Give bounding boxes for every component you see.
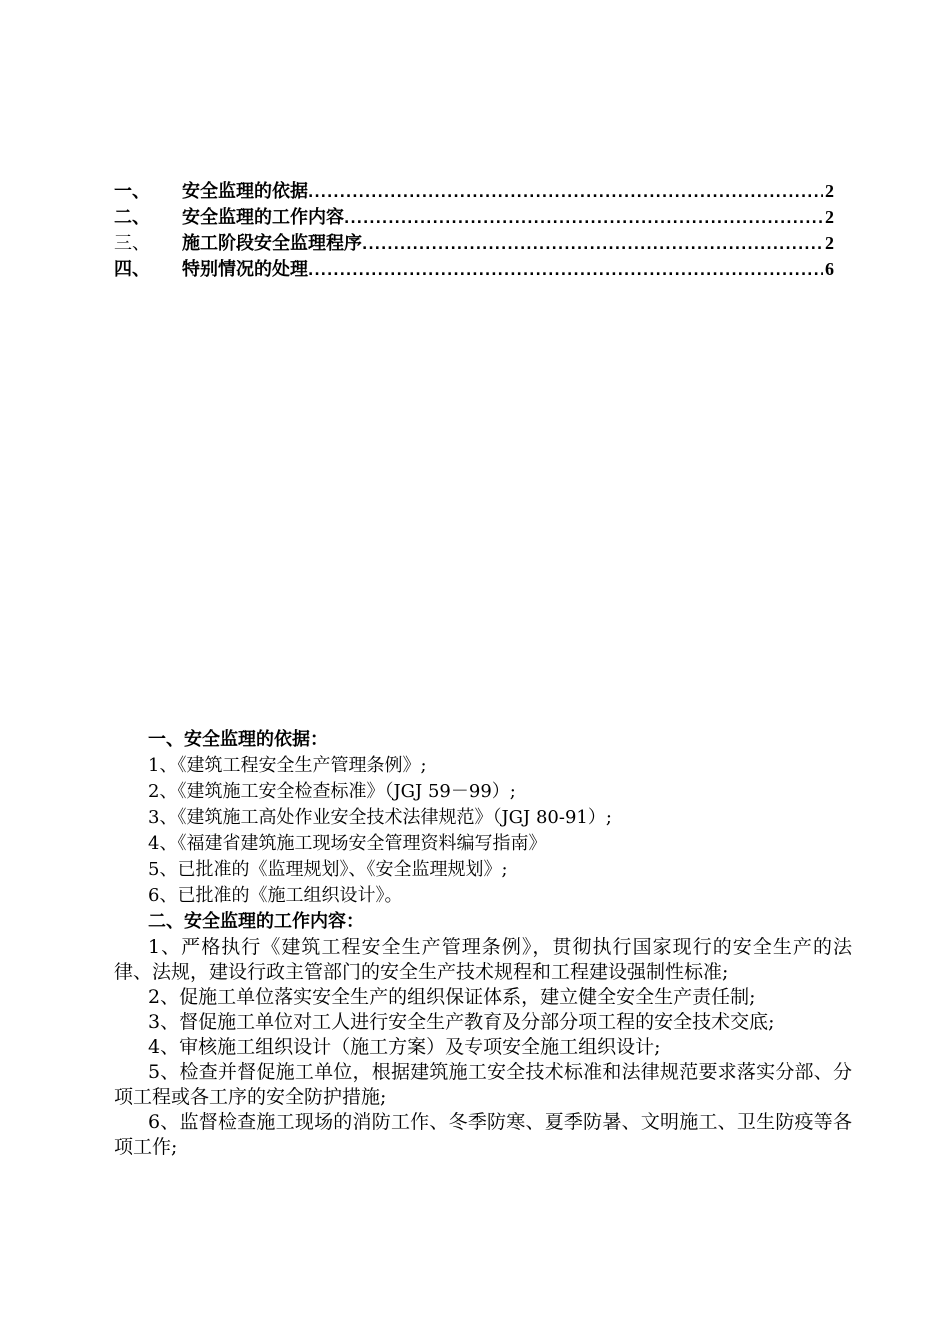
table-of-contents xyxy=(114,178,834,282)
toc-entry[interactable] xyxy=(114,178,834,204)
toc-leader-dots xyxy=(308,258,823,284)
list-item: 1、《建筑工程安全生产管理条例》; xyxy=(148,755,427,776)
toc-page-number: 2 xyxy=(825,181,834,201)
section-heading: 一、安全监理的依据： xyxy=(148,729,328,750)
toc-number: 二、 xyxy=(114,207,150,228)
toc-entry[interactable] xyxy=(114,256,834,282)
paragraph: 4、审核施工组织设计（施工方案）及专项安全施工组织设计; xyxy=(148,1036,661,1058)
section-heading: 二、安全监理的工作内容： xyxy=(148,911,364,932)
toc-number: 一、 xyxy=(114,181,150,202)
list-item: 5、已批准的《监理规划》、《安全监理规划》; xyxy=(148,859,508,880)
toc-title: 施工阶段安全监理程序 xyxy=(182,233,362,254)
toc-leader-dots xyxy=(362,232,823,258)
document-body xyxy=(114,727,852,1160)
toc-page-number: 6 xyxy=(825,259,834,279)
toc-title: 安全监理的依据 xyxy=(182,181,308,202)
toc-entry[interactable] xyxy=(114,230,834,256)
list-item: 2、《建筑施工安全检查标准》（JGJ 59－99）; xyxy=(148,781,516,802)
paragraph: 5、检查并督促施工单位，根据建筑施工安全技术标准和法律规范要求落实分部、分项工程或各工序的安全防护措施; xyxy=(114,1061,852,1108)
list-item: 3、《建筑施工高处作业安全技术法律规范》（JGJ 80-91）; xyxy=(148,807,612,828)
paragraph: 2、促施工单位落实安全生产的组织保证体系，建立健全安全生产责任制; xyxy=(148,986,756,1008)
toc-number: 三、 xyxy=(114,233,150,254)
toc-number: 四、 xyxy=(114,259,150,280)
paragraph: 1、严格执行《建筑工程安全生产管理条例》，贯彻执行国家现行的安全生产的法律、法规，建设行政主管部门的安全生产技术规程和工程建设强制性标准; xyxy=(114,936,852,983)
toc-page-number: 2 xyxy=(825,207,834,227)
toc-entry[interactable] xyxy=(114,204,834,230)
toc-leader-dots xyxy=(344,206,823,232)
paragraph: 6、监督检查施工现场的消防工作、冬季防寒、夏季防暑、文明施工、卫生防疫等各项工作; xyxy=(114,1111,852,1158)
list-item: 6、已批准的《施工组织设计》。 xyxy=(148,885,403,906)
toc-page-number: 2 xyxy=(825,233,834,253)
toc-title: 安全监理的工作内容 xyxy=(182,207,344,228)
toc-title: 特别情况的处理 xyxy=(182,259,308,280)
list-item: 4、《福建省建筑施工现场安全管理资料编写指南》 xyxy=(148,833,547,854)
toc-leader-dots xyxy=(308,180,823,206)
paragraph: 3、督促施工单位对工人进行安全生产教育及分部分项工程的安全技术交底; xyxy=(148,1011,775,1033)
